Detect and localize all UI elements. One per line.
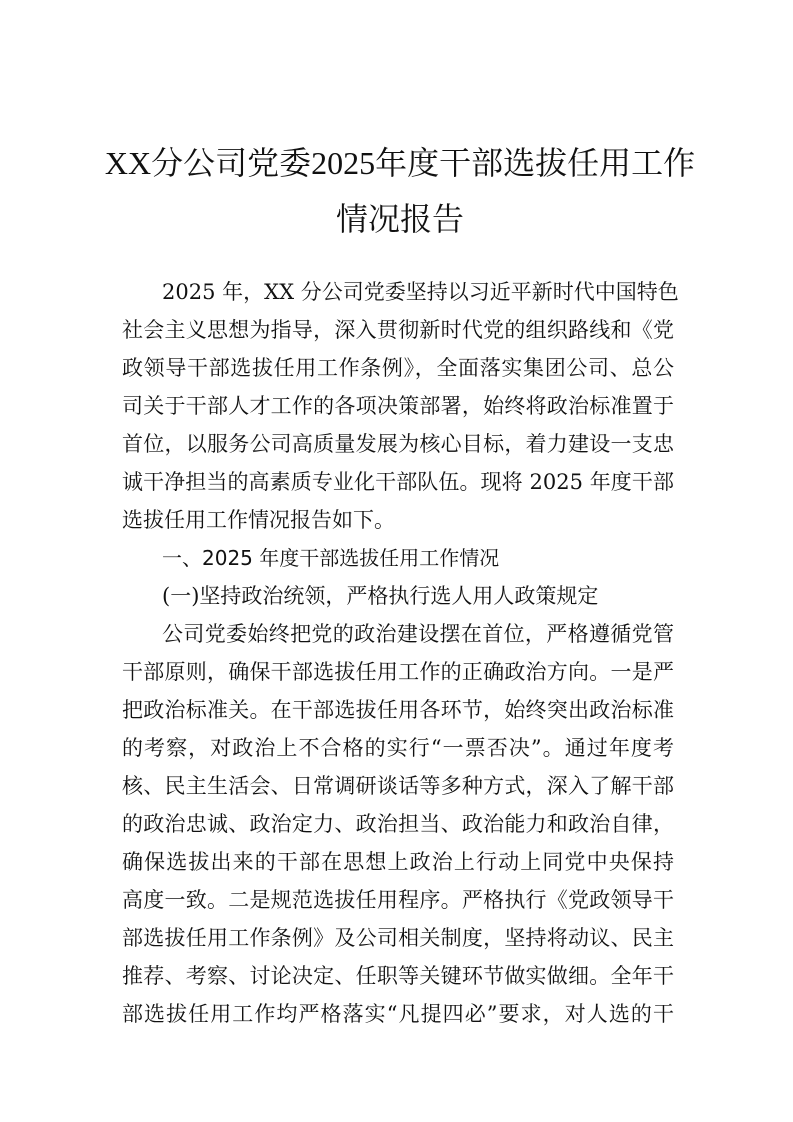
intro-line: 诚干净担当的高素质专业化干部队伍。现将 2025 年度干部 [122,470,674,494]
body-line: 干部原则，确保干部选拔任用工作的正确政治方向。一是严 [122,660,674,684]
document-title-line-2: 情况报告 [335,201,464,237]
body-line: 部选拔任用工作条例》及公司相关制度，坚持将动议、民主 [122,926,674,950]
body-line: 的政治忠诚、政治定力、政治担当、政治能力和政治自律， [122,812,674,836]
section-heading: 一、2025 年度干部选拔任用工作情况 [162,546,500,570]
body-line: 部选拔任用工作均严格落实“凡提四必”要求，对人选的干 [122,1002,674,1026]
body-line: 公司党委始终把党的政治建设摆在首位，严格遵循党管 [162,622,674,646]
intro-line: 首位，以服务公司高质量发展为核心目标，着力建设一支忠 [122,432,674,456]
body-line: 确保选拔出来的干部在思想上政治上行动上同党中央保持 [122,850,674,874]
intro-line: 社会主义思想为指导，深入贯彻新时代党的组织路线和《党 [122,318,674,342]
body-line: 的考察，对政治上不合格的实行“一票否决”。通过年度考 [122,736,674,760]
document-title-line-1: XX分公司党委2025年度干部选拔任用工作 [104,145,696,181]
intro-line: 司关于干部人才工作的各项决策部署，始终将政治标准置于 [122,394,674,418]
body-line: 把政治标准关。在干部选拔任用各环节，始终突出政治标准 [122,698,674,722]
body-line: 推荐、考察、讨论决定、任职等关键环节做实做细。全年干 [122,964,674,988]
intro-line: 政领导干部选拔任用工作条例》，全面落实集团公司、总公 [122,356,674,380]
intro-line: 选拔任用工作情况报告如下。 [122,508,395,532]
body-line: 核、民主生活会、日常调研谈话等多种方式，深入了解干部 [122,774,674,798]
intro-line: 2025 年，XX 分公司党委坚持以习近平新时代中国特色 [162,280,679,304]
body-line: 高度一致。二是规范选拔任用程序。严格执行《党政领导干 [122,888,674,912]
subsection-heading: (一)坚持政治统领，严格执行选人用人政策规定 [162,584,599,608]
